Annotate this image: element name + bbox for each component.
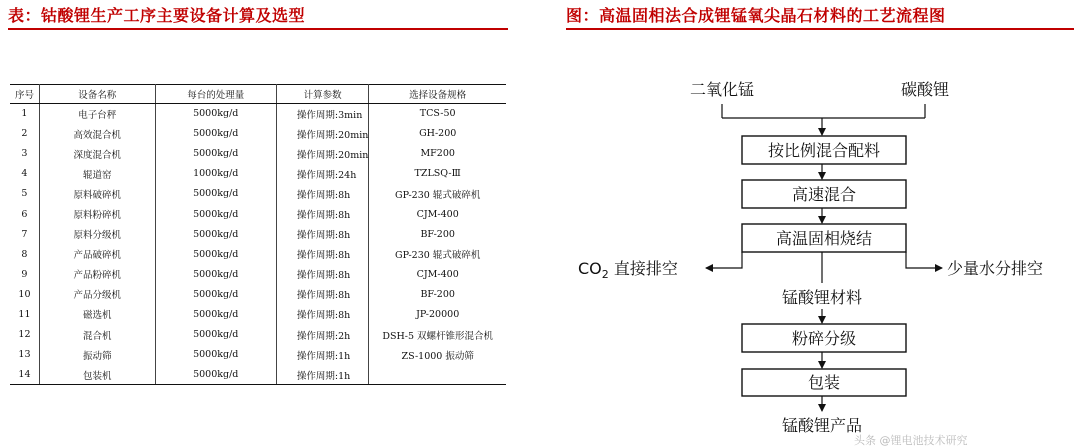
watermark-text: 头条 @锂电池技术研究 (854, 434, 968, 447)
column-header-spec: 选择设备规格 (369, 85, 506, 104)
row-index: 12 (10, 325, 39, 345)
row-capacity: 5000kg/d (155, 304, 276, 324)
row-spec: ZS-1000 振动筛 (401, 350, 474, 362)
row-parameter: 操作周期:8h (276, 224, 368, 244)
row-parameter: 操作周期:8h (276, 244, 368, 264)
row-index: 2 (10, 124, 39, 144)
row-parameter: 操作周期:2h (276, 325, 368, 345)
input-manganese-dioxide: 二氧化锰 (689, 80, 755, 99)
row-capacity: 5000kg/d (155, 184, 276, 204)
row-index: 7 (10, 224, 39, 244)
row-equipment-name: 磁选机 (39, 304, 155, 324)
input-merge-connector (722, 104, 925, 135)
row-equipment-name: 混合机 (39, 325, 155, 345)
row-capacity: 5000kg/d (155, 325, 276, 345)
right-panel-title: 图：高温固相法合成锂锰氧尖晶石材料的工艺流程图 (566, 6, 946, 25)
row-parameter: 操作周期:8h (276, 284, 368, 304)
row-spec: GH-200 (419, 128, 457, 140)
row-index: 10 (10, 284, 39, 304)
side-output-moisture: 少量水分排空 (947, 259, 1044, 278)
row-index: 9 (10, 264, 39, 284)
row-parameter: 操作周期:8h (276, 304, 368, 324)
row-spec: GP-230 辊式破碎机 (395, 189, 481, 201)
row-spec: TZLSQ-Ⅲ (414, 168, 461, 180)
row-parameter: 操作周期:24h (276, 164, 368, 184)
row-capacity: 5000kg/d (155, 264, 276, 284)
row-equipment-name: 高效混合机 (39, 124, 155, 144)
row-capacity: 5000kg/d (155, 365, 276, 385)
row-equipment-name: 产品分级机 (39, 284, 155, 304)
row-parameter: 操作周期:8h (276, 264, 368, 284)
arrow-to-co2-exhaust (706, 252, 742, 268)
row-equipment-name: 包装机 (39, 365, 155, 385)
row-equipment-name: 电子台秤 (39, 104, 155, 124)
flow-box-sintering-label: 高温固相烧结 (775, 229, 873, 248)
row-equipment-name: 产品粉碎机 (39, 264, 155, 284)
flow-box-packaging-label: 包装 (807, 373, 841, 392)
row-capacity: 5000kg/d (155, 104, 276, 124)
row-spec: DSH-5 双螺杆锥形混合机 (382, 330, 494, 342)
row-parameter: 操作周期:3min (276, 104, 368, 124)
row-equipment-name: 原料粉碎机 (39, 204, 155, 224)
row-parameter: 操作周期:1h (276, 345, 368, 365)
side-output-co2: $CO_2$ 直接排空 (578, 259, 678, 281)
row-index: 13 (10, 345, 39, 365)
intermediate-lmo-material: 锰酸锂材料 (781, 288, 863, 307)
row-spec: CJM-400 (416, 208, 459, 220)
row-index: 4 (10, 164, 39, 184)
column-header-index: 序号 (10, 85, 39, 104)
row-capacity: 5000kg/d (155, 204, 276, 224)
row-equipment-name: 产品破碎机 (39, 244, 155, 264)
left-panel-title: 表：钴酸锂生产工序主要设备计算及选型 (8, 6, 306, 25)
column-header-equipment-name: 设备名称 (39, 85, 155, 104)
row-capacity: 5000kg/d (155, 224, 276, 244)
row-capacity: 5000kg/d (155, 244, 276, 264)
row-index: 5 (10, 184, 39, 204)
flow-box-crushing-classifying-label: 粉碎分级 (791, 329, 857, 348)
row-capacity: 1000kg/d (155, 164, 276, 184)
row-spec: CJM-400 (416, 268, 459, 280)
row-capacity: 5000kg/d (155, 284, 276, 304)
row-parameter: 操作周期:20min (276, 124, 368, 144)
column-header-parameter: 计算参数 (276, 85, 368, 104)
row-parameter: 操作周期:8h (276, 204, 368, 224)
row-parameter: 操作周期:1h (276, 365, 368, 385)
row-index: 11 (10, 304, 39, 324)
arrow-to-moisture-exhaust (906, 252, 942, 268)
row-spec: GP-230 辊式破碎机 (395, 250, 481, 262)
row-equipment-name: 原料分级机 (39, 224, 155, 244)
flow-box-batching-label: 按比例混合配料 (767, 141, 881, 160)
row-equipment-name: 深度混合机 (39, 144, 155, 164)
row-spec: BF-200 (420, 228, 455, 240)
row-spec: BF-200 (420, 288, 455, 300)
row-index: 8 (10, 244, 39, 264)
input-lithium-carbonate: 碳酸锂 (900, 80, 950, 99)
row-equipment-name: 原料破碎机 (39, 184, 155, 204)
row-index: 1 (10, 104, 39, 124)
row-capacity: 5000kg/d (155, 144, 276, 164)
row-index: 3 (10, 144, 39, 164)
row-index: 6 (10, 204, 39, 224)
row-equipment-name: 辊道窑 (39, 164, 155, 184)
row-capacity: 5000kg/d (155, 345, 276, 365)
row-parameter: 操作周期:20min (276, 144, 368, 164)
column-header-capacity: 每台的处理量 (155, 85, 276, 104)
row-spec: MF200 (420, 148, 455, 160)
row-parameter: 操作周期:8h (276, 184, 368, 204)
row-equipment-name: 振动筛 (39, 345, 155, 365)
row-spec: TCS-50 (419, 108, 456, 120)
row-capacity: 5000kg/d (155, 124, 276, 144)
row-spec: JP-20000 (416, 308, 460, 320)
row-index: 14 (10, 365, 39, 385)
final-product-lmo: 锰酸锂产品 (781, 416, 863, 435)
flow-box-high-speed-mixing-label: 高速混合 (791, 185, 857, 204)
